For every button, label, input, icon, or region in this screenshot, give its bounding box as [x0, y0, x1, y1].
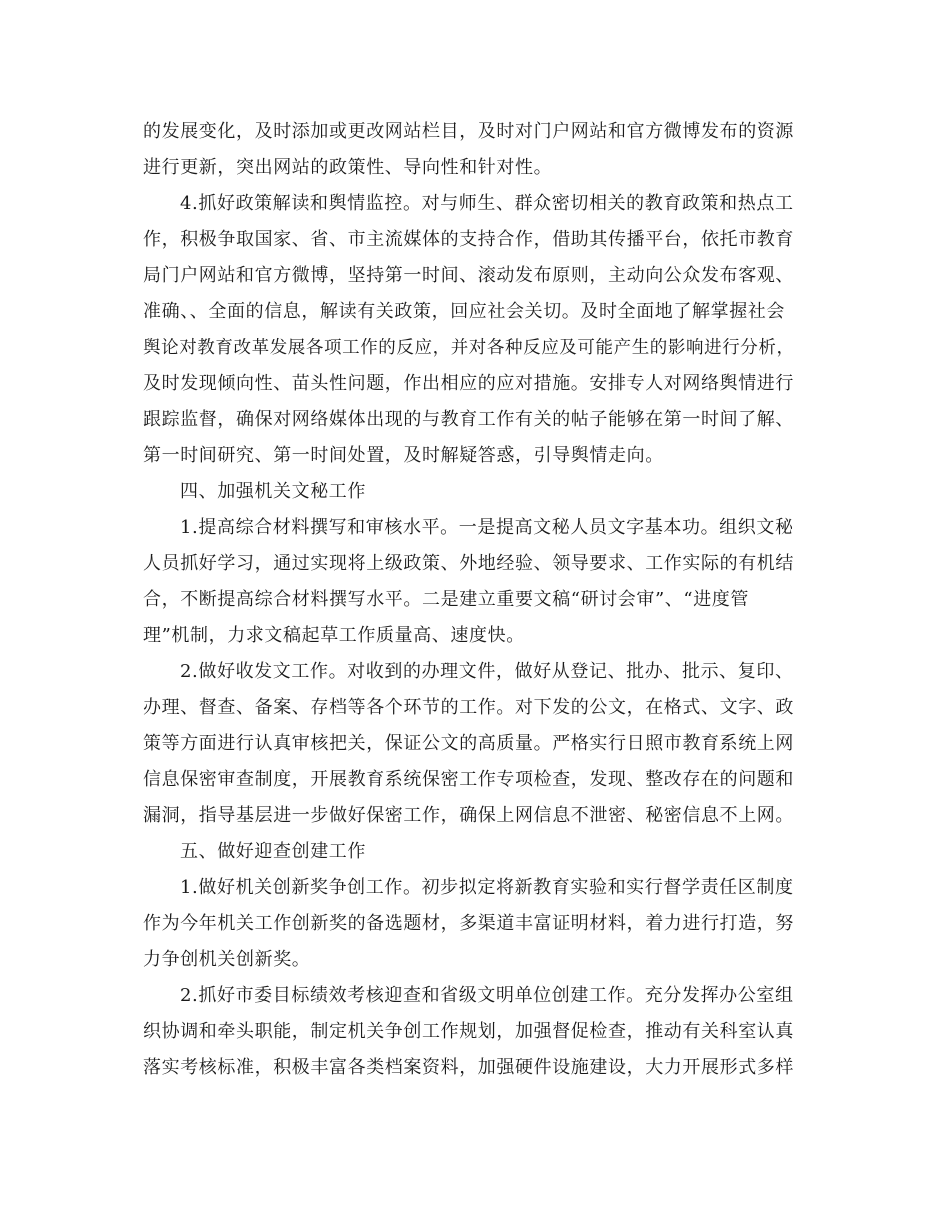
body-text-line: 准确、、全面的信息，解读有关政策，回应社会关切。及时全面地了解掌握社会 [143, 301, 785, 322]
body-text-line: 办理、督查、备案、存档等各个环节的工作。对下发的公文，在格式、文字、政 [143, 697, 794, 718]
body-text-line: 合，不断提高综合材料撰写水平。二是建立重要文稿“研讨会审”、“进度管 [143, 589, 750, 610]
section-heading-4: 四、加强机关文秘工作 [180, 481, 366, 502]
body-text-line: 舆论对教育改革发展各项工作的反应，并对各种反应及可能产生的影响进行分析， [143, 338, 795, 358]
numbered-item-2: 2.抓好市委目标绩效考核迎查和省级文明单位创建工作。充分发挥办公室组 [180, 985, 794, 1006]
body-text-line: 落实考核标准，积极丰富各类档案资料，加强硬件设施建设，大力开展形式多样 [143, 1057, 794, 1078]
section-heading-5: 五、做好迎查创建工作 [180, 841, 366, 862]
body-text-line: 策等方面进行认真审核把关，保证公文的高质量。严格实行日照市教育系统上网 [143, 733, 794, 754]
body-text-line: 局门户网站和官方微博，坚持第一时间、滚动发布原则，主动向公众发布客观、 [143, 265, 794, 286]
body-text-line: 力争创机关创新奖。 [143, 949, 311, 970]
body-text-line: 理”机制，力求文稿起草工作质量高、速度快。 [143, 625, 525, 646]
body-text-line: 的发展变化，及时添加或更改网站栏目，及时对门户网站和官方微博发布的资源 [143, 121, 794, 142]
body-text-line: 织协调和牵头职能，制定机关争创工作规划，加强督促检查，推动有关科室认真 [143, 1021, 794, 1042]
body-text-line: 漏洞，指导基层进一步做好保密工作，确保上网信息不泄密、秘密信息不上网。 [143, 805, 794, 826]
numbered-item-1: 1.做好机关创新奖争创工作。初步拟定将新教育实验和实行督学责任区制度 [180, 877, 794, 898]
body-text-line: 进行更新，突出网站的政策性、导向性和针对性。 [143, 157, 553, 178]
numbered-item-4: 4.抓好政策解读和舆情监控。对与师生、群众密切相关的教育政策和热点工 [180, 193, 794, 214]
body-text-line: 跟踪监督，确保对网络媒体出现的与教育工作有关的帖子能够在第一时间了解、 [143, 409, 794, 430]
body-text-line: 第一时间研究、第一时间处置，及时解疑答惑，引导舆情走向。 [143, 445, 664, 466]
body-text-line: 作为今年机关工作创新奖的备选题材，多渠道丰富证明材料，着力进行打造，努 [143, 913, 794, 934]
body-text-line: 及时发现倾向性、苗头性问题，作出相应的应对措施。安排专人对网络舆情进行 [143, 373, 794, 394]
body-text-line: 作，积极争取国家、省、市主流媒体的支持合作，借助其传播平台，依托市教育 [143, 229, 794, 250]
body-text-line: 信息保密审查制度，开展教育系统保密工作专项检查，发现、整改存在的问题和 [143, 769, 794, 790]
numbered-item-2: 2.做好收发文工作。对收到的办理文件，做好从登记、批办、批示、复印、 [180, 661, 794, 682]
body-text-line: 人员抓好学习，通过实现将上级政策、外地经验、领导要求、工作实际的有机结 [143, 553, 794, 574]
numbered-item-1: 1.提高综合材料撰写和审核水平。一是提高文秘人员文字基本功。组织文秘 [180, 517, 794, 538]
